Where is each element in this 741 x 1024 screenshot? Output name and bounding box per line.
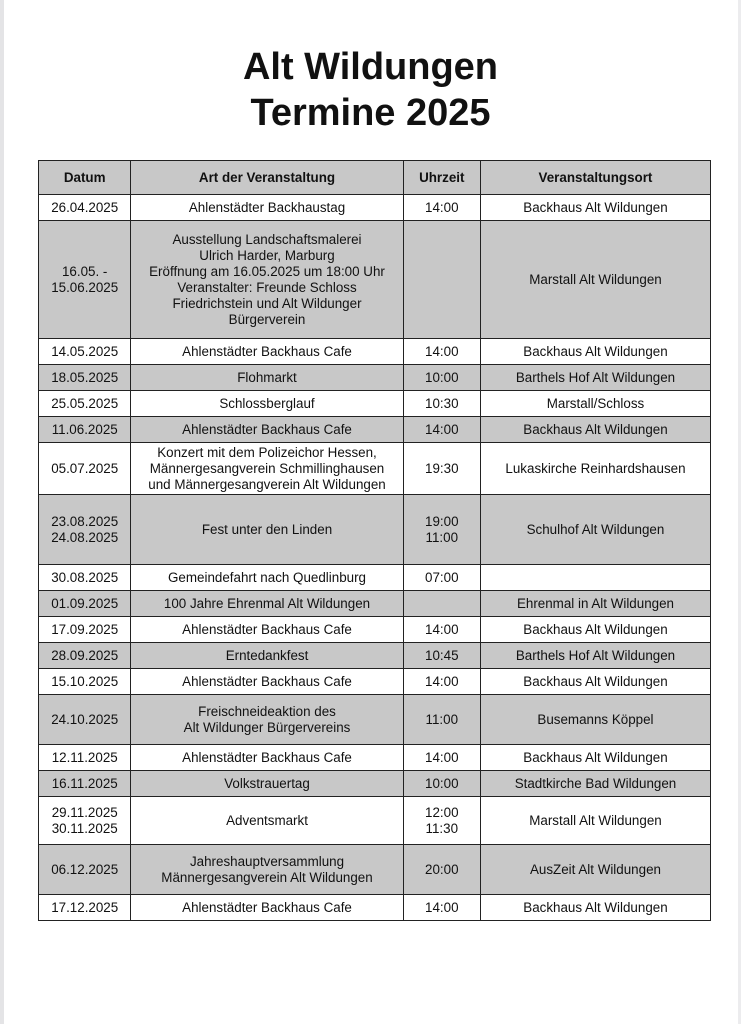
event-date-cell (39, 745, 131, 771)
event-location-cell (480, 417, 710, 443)
cell-line: Flohmarkt (237, 369, 297, 385)
cell-line: Backhaus Alt Wildungen (523, 343, 668, 359)
event-time-cell (403, 495, 480, 565)
event-time-cell (403, 771, 480, 797)
column-header-ort: Veranstaltungsort (480, 161, 710, 195)
cell-line: 30.08.2025 (51, 569, 119, 585)
cell-line: Ahlenstädter Backhaus Cafe (182, 343, 352, 359)
table-row (39, 617, 711, 643)
cell-line: Lukaskirche Reinhardshausen (505, 460, 686, 476)
event-location-cell (480, 695, 710, 745)
event-date-cell (39, 895, 131, 921)
table-row (39, 643, 711, 669)
cell-line: Backhaus Alt Wildungen (523, 421, 668, 437)
event-date-cell (39, 417, 131, 443)
cell-line: Busemanns Köppel (537, 711, 654, 727)
cell-line: 26.04.2025 (51, 199, 119, 215)
cell-line: Backhaus Alt Wildungen (523, 749, 668, 765)
table-row (39, 771, 711, 797)
event-title-cell (131, 195, 403, 221)
event-title-cell (131, 695, 403, 745)
cell-line: 14.05.2025 (51, 343, 119, 359)
cell-line: 25.05.2025 (51, 395, 119, 411)
table-row (39, 195, 711, 221)
cell-line: 06.12.2025 (51, 861, 119, 877)
event-date-cell (39, 797, 131, 845)
event-date-cell (39, 339, 131, 365)
event-location-cell (480, 745, 710, 771)
event-time-cell (403, 417, 480, 443)
event-time-cell (403, 339, 480, 365)
cell-line: Backhaus Alt Wildungen (523, 899, 668, 915)
cell-line: Volkstrauertag (224, 775, 310, 791)
event-date-cell (39, 443, 131, 495)
title-line-2: Termine 2025 (250, 92, 491, 134)
cell-line: 11:00 (425, 711, 459, 727)
cell-line: Friedrichstein und Alt Wildunger (172, 295, 362, 311)
cell-line: Ahlenstädter Backhaus Cafe (182, 749, 352, 765)
cell-line: Schulhof Alt Wildungen (526, 521, 665, 537)
title-line-1: Alt Wildungen (242, 46, 499, 88)
event-date-cell (39, 643, 131, 669)
event-location-cell (480, 617, 710, 643)
table-row (39, 443, 711, 495)
event-title-cell (131, 643, 403, 669)
event-location-cell (480, 495, 710, 565)
event-date-cell (39, 365, 131, 391)
cell-line: 14:00 (425, 343, 459, 359)
cell-line: 14:00 (425, 749, 459, 765)
event-time-cell (403, 797, 480, 845)
event-location-cell (480, 565, 710, 591)
table-row (39, 669, 711, 695)
event-title-cell (131, 417, 403, 443)
event-date-cell (39, 771, 131, 797)
cell-line: 17.12.2025 (51, 899, 119, 915)
event-date-cell (39, 565, 131, 591)
event-title-cell (131, 495, 403, 565)
event-date-cell (39, 495, 131, 565)
event-time-cell (403, 669, 480, 695)
table-row (39, 339, 711, 365)
cell-line: 11.06.2025 (51, 421, 118, 437)
cell-line: Freischneideaktion des (198, 703, 336, 719)
cell-line: 11:00 (425, 529, 459, 545)
event-title-cell (131, 895, 403, 921)
event-location-cell (480, 221, 710, 339)
cell-line: Barthels Hof Alt Wildungen (515, 647, 676, 663)
cell-line: 14:00 (425, 899, 459, 915)
event-title-cell (131, 391, 403, 417)
cell-line: Veranstalter: Freunde Schloss (177, 279, 357, 295)
event-time-cell (403, 443, 480, 495)
cell-line: 16.05. - (61, 263, 108, 279)
table-header-row (39, 161, 711, 195)
cell-line: Eröffnung am 16.05.2025 um 18:00 Uhr (149, 263, 385, 279)
cell-line: Ahlenstädter Backhaustag (188, 199, 346, 215)
cell-line: 19:00 (425, 513, 459, 529)
cell-line: Erntedankfest (225, 647, 309, 663)
cell-line: Backhaus Alt Wildungen (523, 199, 668, 215)
cell-line: Marstall Alt Wildungen (529, 271, 662, 287)
event-title-cell (131, 797, 403, 845)
event-date-cell (39, 591, 131, 617)
cell-line: Ahlenstädter Backhaus Cafe (182, 899, 352, 915)
cell-line: 19:30 (425, 460, 459, 476)
cell-line: Ahlenstädter Backhaus Cafe (182, 421, 352, 437)
table-body (39, 195, 711, 921)
event-location-cell (480, 591, 710, 617)
cell-line: 17.09.2025 (51, 621, 119, 637)
event-location-cell (480, 443, 710, 495)
cell-line: Marstall Alt Wildungen (529, 812, 662, 828)
event-time-cell (403, 365, 480, 391)
page-title (0, 44, 741, 136)
event-location-cell (480, 365, 710, 391)
event-time-cell (403, 617, 480, 643)
cell-line: 16.11.2025 (51, 775, 118, 791)
table-row (39, 797, 711, 845)
event-location-cell (480, 771, 710, 797)
cell-line: 100 Jahre Ehrenmal Alt Wildungen (163, 595, 371, 611)
event-date-cell (39, 845, 131, 895)
event-title-cell (131, 591, 403, 617)
event-title-cell (131, 771, 403, 797)
cell-line: 24.10.2025 (51, 711, 119, 727)
cell-line: 10:00 (425, 369, 459, 385)
cell-line: 20:00 (425, 861, 459, 877)
cell-line: und Männergesangverein Alt Wildungen (148, 476, 386, 492)
column-header-art: Art der Veranstaltung (131, 161, 403, 195)
cell-line: 24.08.2025 (51, 529, 119, 545)
cell-line: Ausstellung Landschaftsmalerei (172, 231, 362, 247)
event-title-cell (131, 365, 403, 391)
event-title-cell (131, 845, 403, 895)
cell-line: Alt Wildunger Bürgervereins (183, 719, 351, 735)
cell-line: Ehrenmal in Alt Wildungen (516, 595, 674, 611)
cell-line: AusZeit Alt Wildungen (529, 861, 661, 877)
event-title-cell (131, 745, 403, 771)
cell-line: 15.06.2025 (51, 279, 119, 295)
table-row (39, 417, 711, 443)
event-time-cell (403, 195, 480, 221)
event-title-cell (131, 221, 403, 339)
cell-line: 14:00 (425, 621, 459, 637)
table-row (39, 391, 711, 417)
event-date-cell (39, 617, 131, 643)
cell-line: 18.05.2025 (51, 369, 119, 385)
page-edge-left (0, 0, 4, 1024)
event-date-cell (39, 195, 131, 221)
cell-line: Konzert mit dem Polizeichor Hessen, (157, 444, 377, 460)
column-header-uhrzeit: Uhrzeit (403, 161, 480, 195)
cell-line: Gemeindefahrt nach Quedlinburg (168, 569, 367, 585)
event-location-cell (480, 643, 710, 669)
cell-line: 12.11.2025 (51, 749, 118, 765)
table-row (39, 895, 711, 921)
event-location-cell (480, 895, 710, 921)
event-location-cell (480, 195, 710, 221)
event-location-cell (480, 845, 710, 895)
cell-line: 23.08.2025 (51, 513, 119, 529)
cell-line: 12:00 (425, 804, 459, 820)
event-time-cell (403, 591, 480, 617)
cell-line: Marstall/Schloss (546, 395, 645, 411)
event-date-cell (39, 391, 131, 417)
table-row (39, 565, 711, 591)
cell-line: Ahlenstädter Backhaus Cafe (182, 673, 352, 689)
cell-line: Stadtkirche Bad Wildungen (514, 775, 677, 791)
event-date-cell (39, 695, 131, 745)
cell-line: Bürgerverein (228, 311, 306, 327)
event-date-cell (39, 669, 131, 695)
cell-line: 10:30 (425, 395, 459, 411)
event-time-cell (403, 845, 480, 895)
cell-line: 07:00 (425, 569, 459, 585)
event-time-cell (403, 221, 480, 339)
table-row (39, 695, 711, 745)
table-row (39, 745, 711, 771)
cell-line: Backhaus Alt Wildungen (523, 673, 668, 689)
table-row (39, 365, 711, 391)
event-location-cell (480, 339, 710, 365)
events-table (38, 160, 711, 921)
cell-line: Fest unter den Linden (201, 521, 333, 537)
cell-line: Barthels Hof Alt Wildungen (515, 369, 676, 385)
cell-line: 29.11.2025 (51, 804, 118, 820)
cell-line: Ahlenstädter Backhaus Cafe (182, 621, 352, 637)
event-title-cell (131, 669, 403, 695)
cell-line: Schlossberglauf (219, 395, 315, 411)
event-location-cell (480, 797, 710, 845)
table-row (39, 845, 711, 895)
cell-line: 14:00 (425, 421, 459, 437)
cell-line: 05.07.2025 (51, 460, 119, 476)
cell-line: 10:00 (425, 775, 459, 791)
event-time-cell (403, 695, 480, 745)
event-time-cell (403, 745, 480, 771)
cell-line: 14:00 (425, 673, 459, 689)
cell-line: Männergesangverein Alt Wildungen (161, 869, 373, 885)
event-title-cell (131, 565, 403, 591)
cell-line: 10:45 (425, 647, 459, 663)
event-location-cell (480, 669, 710, 695)
event-title-cell (131, 617, 403, 643)
cell-line: 01.09.2025 (51, 595, 119, 611)
cell-line: Männergesangverein Schmillinghausen (149, 460, 385, 476)
event-time-cell (403, 643, 480, 669)
cell-line: 28.09.2025 (51, 647, 119, 663)
cell-line: 14:00 (425, 199, 459, 215)
cell-line: Ulrich Harder, Marburg (199, 247, 335, 263)
event-time-cell (403, 565, 480, 591)
cell-line: 15.10.2025 (51, 673, 119, 689)
table-row (39, 495, 711, 565)
column-header-datum: Datum (39, 161, 131, 195)
event-location-cell (480, 391, 710, 417)
cell-line: Backhaus Alt Wildungen (523, 621, 668, 637)
cell-line: 11:30 (425, 820, 459, 836)
event-title-cell (131, 443, 403, 495)
event-time-cell (403, 895, 480, 921)
event-title-cell (131, 339, 403, 365)
event-date-cell (39, 221, 131, 339)
cell-line: Adventsmarkt (226, 812, 308, 828)
table-row (39, 591, 711, 617)
event-time-cell (403, 391, 480, 417)
cell-line: Jahreshauptversammlung (189, 853, 345, 869)
cell-line: 30.11.2025 (51, 820, 118, 836)
table-row (39, 221, 711, 339)
